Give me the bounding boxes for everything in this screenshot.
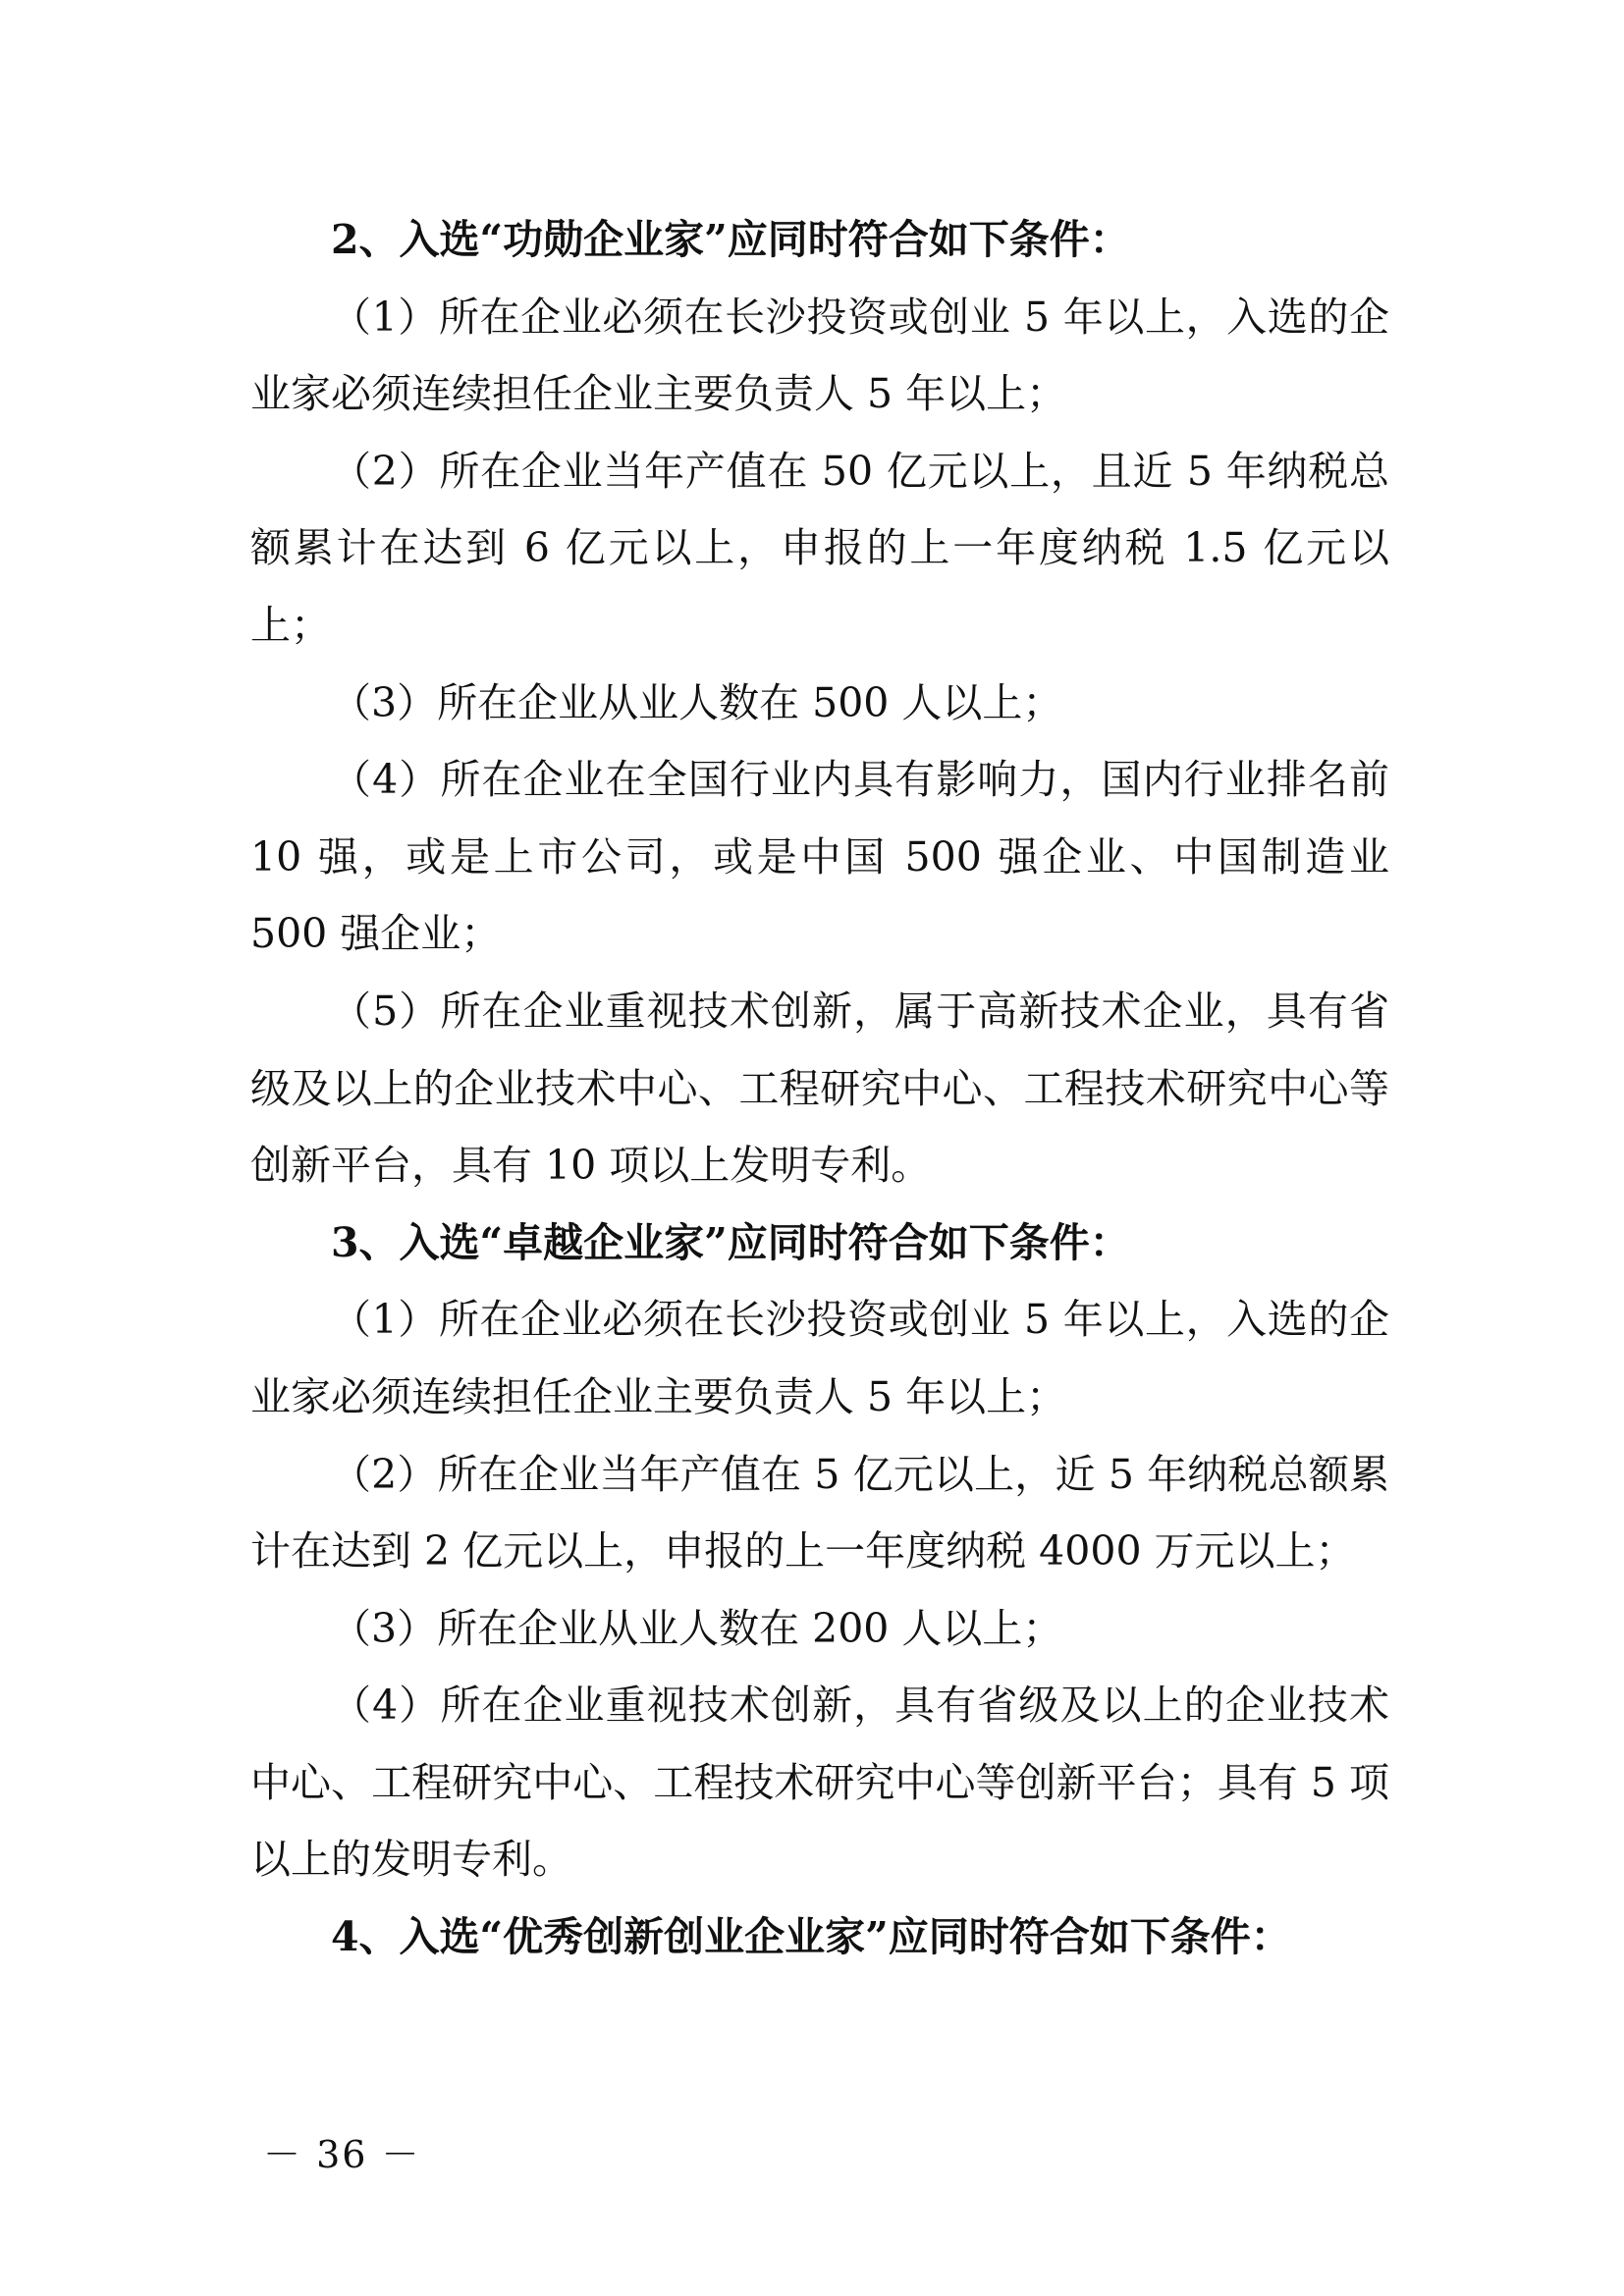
section-heading-2: 2、入选“功勋企业家”应同时符合如下条件： — [331, 216, 1130, 263]
condition-paragraph: （4）所在企业在全国行业内具有影响力，国内行业排名前 10 强，或是上市公司，或是中国 500 强企业、中国制造业 500 强企业； — [250, 756, 1389, 958]
condition-paragraph: （5）所在企业重视技术创新，属于高新技术企业，具有省级及以上的企业技术中心、工程研究中心、工程技术研究中心等创新平台，具有 10 项以上发明专利。 — [250, 987, 1389, 1190]
condition-paragraph: （1）所在企业必须在长沙投资或创业 5 年以上，入选的企业家必须连续担任企业主要负责人 5 年以上； — [250, 1296, 1389, 1420]
condition-paragraph: （3）所在企业从业人数在 500 人以上； — [331, 678, 1063, 726]
document-body — [250, 201, 1389, 1976]
condition-paragraph: （2）所在企业当年产值在 5 亿元以上，近 5 年纳税总额累计在达到 2 亿元以上，申报的上一年度纳税 4000 万元以上； — [250, 1450, 1389, 1575]
page-number: － 36 － — [263, 2133, 421, 2176]
condition-paragraph: （4）所在企业重视技术创新，具有省级及以上的企业技术中心、工程研究中心、工程技术研究中心等创新平台；具有 5 项以上的发明专利。 — [250, 1682, 1389, 1884]
condition-paragraph: （2）所在企业当年产值在 50 亿元以上，且近 5 年纳税总额累计在达到 6 亿元以上，申报的上一年度纳税 1.5 亿元以上； — [250, 447, 1389, 649]
condition-paragraph: （1）所在企业必须在长沙投资或创业 5 年以上，入选的企业家必须连续担任企业主要负责人 5 年以上； — [250, 293, 1389, 418]
section-heading-3: 3、入选“卓越企业家”应同时符合如下条件： — [331, 1218, 1130, 1266]
section-heading-4: 4、入选“优秀创新创业企业家”应同时符合如下条件： — [331, 1913, 1291, 1961]
condition-paragraph: （3）所在企业从业人数在 200 人以上； — [331, 1604, 1063, 1652]
